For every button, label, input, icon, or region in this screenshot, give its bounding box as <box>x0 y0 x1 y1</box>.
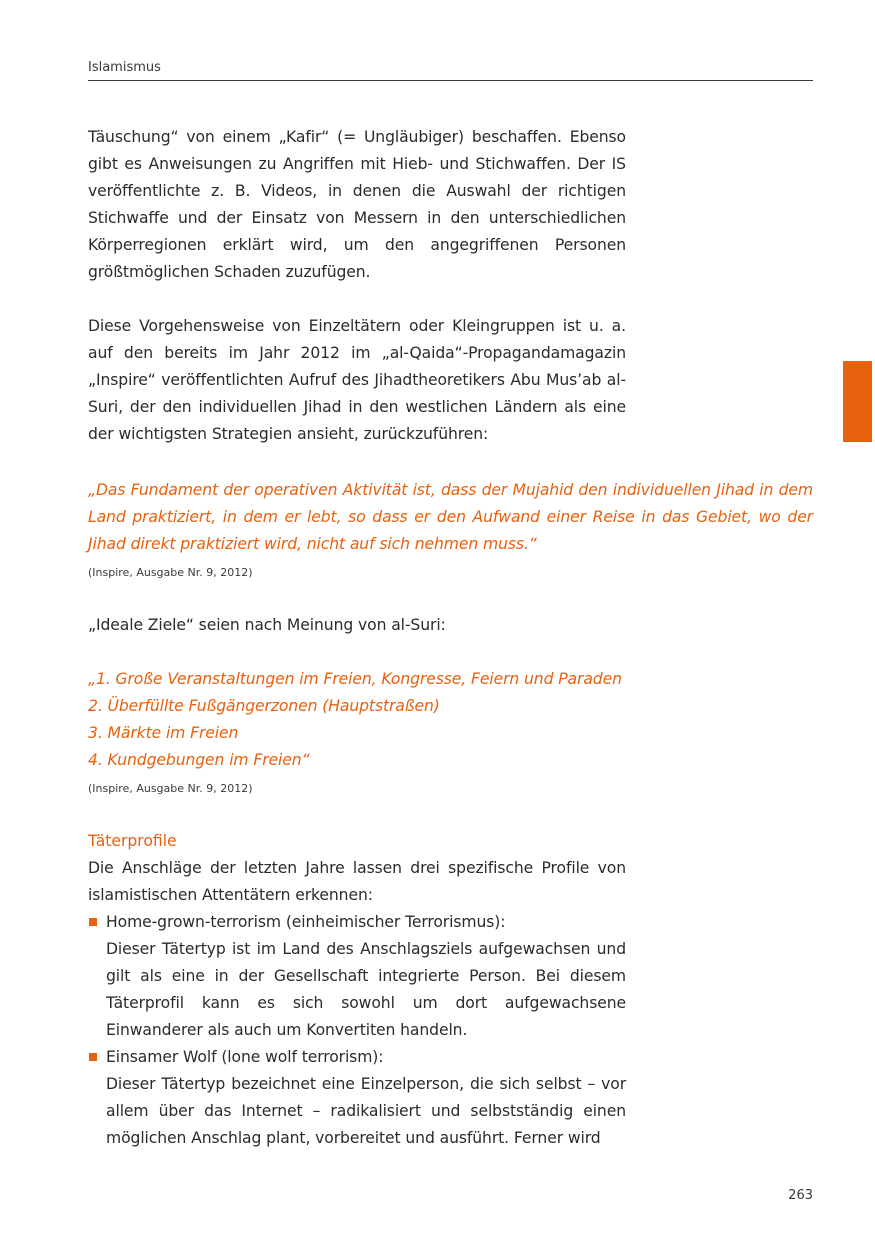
quote-2-item: 2. Überfüllte Fußgängerzonen (Hauptstraßen) <box>88 697 440 715</box>
quote-2-item: „1. Große Veranstaltungen im Freien, Kongresse, Feiern und Paraden <box>88 670 622 688</box>
quote-2-item: 3. Märkte im Freien <box>88 724 239 742</box>
quote-2-item: 4. Kundgebungen im Freien“ <box>88 751 310 769</box>
bullet-body: Dieser Tätertyp ist im Land des Anschlagsziels aufgewachsen und gilt als eine in der Gesellschaft integrierte Person. Bei diesem Täterprofil kann es sich sowohl um dort aufgewachsene Einwanderer als auch um Konvertiten handeln. <box>106 940 626 1039</box>
bullet-square-icon <box>89 1053 97 1061</box>
paragraph-1-text: Täuschung“ von einem „Kafir“ (= Ungläubiger) beschaffen. Ebenso gibt es Anweisungen zu Angriffen mit Hieb- und Stichwaffen. Der IS veröffentlichte z. B. Videos, in denen die Auswahl der richtigen Stichwaffe und der Einsatz von Messern in den unterschiedlichen Körperregionen erklärt wird, um den angegriffenen Personen größtmöglichen Schaden zuzufügen. <box>88 128 626 281</box>
page-number: 263 <box>788 1188 813 1203</box>
quote-1-source: (Inspire, Ausgabe Nr. 9, 2012) <box>88 566 253 579</box>
quote-2-source: (Inspire, Ausgabe Nr. 9, 2012) <box>88 782 253 795</box>
bullet-square-icon <box>89 918 97 926</box>
quote-1-text: „Das Fundament der operativen Aktivität ist, dass der Mujahid den individuellen Jihad in dem Land praktiziert, in dem er lebt, so dass er den Aufwand einer Reise in das Gebiet, wo der Jihad direkt praktiziert wird, nicht auf sich nehmen muss.“ <box>88 481 813 553</box>
bullet-body: Dieser Tätertyp bezeichnet eine Einzelperson, die sich selbst – vor allem über das Internet – radikalisiert und selbstständig einen möglichen Anschlag plant, vorbereitet und ausführt. Ferner wird <box>106 1075 626 1147</box>
quote-block-2 <box>88 666 688 774</box>
paragraph-1 <box>88 124 626 286</box>
running-header <box>88 56 813 81</box>
paragraph-2 <box>88 313 626 448</box>
running-title: Islamismus <box>88 60 161 75</box>
paragraph-2-text: Diese Vorgehensweise von Einzeltätern oder Kleingruppen ist u. a. auf den bereits im Jahr 2012 im „al-Qaida“-Propagandamagazin „Inspire“ veröffentlichten Aufruf des Jihadtheoretikers Abu Mus’ab al-Suri, der den individuellen Jihad in den westlichen Ländern als eine der wichtigsten Strategien ansieht, zurückzuführen: <box>88 317 626 443</box>
section-intro-text: Die Anschläge der letzten Jahre lassen drei spezifische Profile von islamistischen Attentätern erkennen: <box>88 859 626 904</box>
section-intro <box>88 855 626 909</box>
paragraph-3-text: „Ideale Ziele“ seien nach Meinung von al-Suri: <box>88 616 446 634</box>
section-heading: Täterprofile <box>88 832 177 850</box>
paragraph-3 <box>88 612 626 639</box>
chapter-tab-marker <box>843 361 872 442</box>
bullet-title: Einsamer Wolf (lone wolf terrorism): <box>106 1048 384 1066</box>
bullet-title: Home-grown-terrorism (einheimischer Terrorismus): <box>106 913 506 931</box>
quote-block-1 <box>88 477 813 558</box>
